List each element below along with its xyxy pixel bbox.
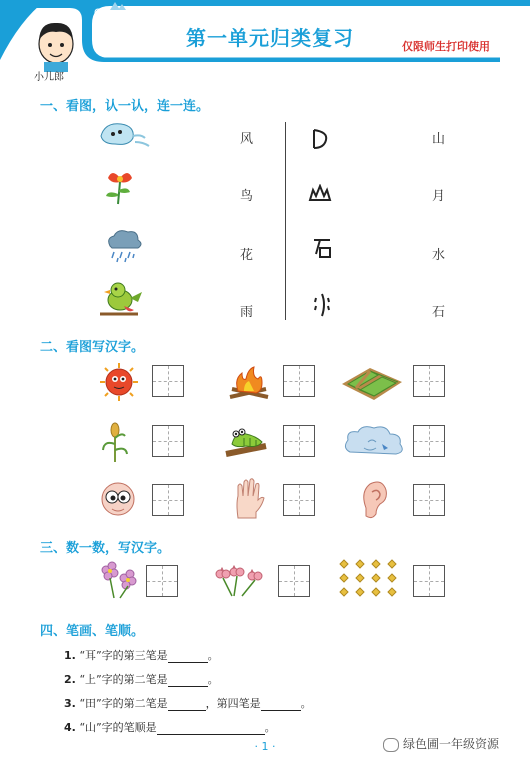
write-box-hand[interactable]	[283, 484, 315, 516]
q2-end: 。	[207, 673, 219, 686]
question-2	[64, 671, 219, 687]
question-1	[64, 647, 219, 663]
rain-picture	[104, 228, 144, 264]
hand-picture	[232, 478, 266, 520]
question-4	[64, 719, 276, 735]
field-picture	[340, 364, 404, 402]
wind-picture	[95, 116, 153, 154]
char-mountain: 山	[432, 132, 446, 147]
mascot-label: 小儿郎	[34, 72, 64, 83]
char-moon: 月	[432, 189, 446, 204]
page-title: 第一单元归类复习	[186, 26, 354, 50]
write-box-field[interactable]	[413, 365, 445, 397]
q4-end: 。	[264, 721, 276, 734]
insect-picture	[222, 420, 270, 458]
water-glyph	[312, 292, 332, 318]
char-bird: 鸟	[240, 189, 254, 204]
write-box-count-3[interactable]	[413, 565, 445, 597]
q1-blank[interactable]	[168, 651, 208, 663]
ear-picture	[358, 478, 390, 520]
q4-text: “山”字的笔顺是	[79, 721, 157, 734]
watermark	[383, 735, 499, 752]
section2-title: 二、看图写汉字。	[40, 340, 145, 355]
wechat-icon	[383, 738, 399, 752]
q3-blank-2[interactable]	[261, 699, 301, 711]
write-box-cloud[interactable]	[413, 425, 445, 457]
boy-mascot-icon	[28, 18, 84, 72]
fire-picture	[226, 365, 272, 401]
write-box-count-1[interactable]	[146, 565, 178, 597]
write-box-count-2[interactable]	[278, 565, 310, 597]
write-box-grain[interactable]	[152, 425, 184, 457]
q2-text: “上”字的第二笔是	[79, 673, 168, 686]
two-flowers-picture	[94, 560, 140, 600]
q3-mid: ，第四笔是	[205, 697, 261, 710]
section4-title: 四、笔画、笔顺。	[40, 624, 145, 639]
three-flowers-picture	[212, 562, 268, 598]
write-box-insect[interactable]	[283, 425, 315, 457]
q1-end: 。	[207, 649, 219, 662]
print-notice: 仅限师生打印使用	[402, 40, 490, 53]
q3-blank-1[interactable]	[168, 699, 206, 711]
char-rain: 雨	[240, 305, 254, 320]
bird-picture	[94, 280, 144, 322]
char-wind: 风	[240, 132, 254, 147]
q2-number: 2.	[64, 673, 76, 686]
q3-end: 。	[300, 697, 312, 710]
char-flower: 花	[240, 248, 254, 263]
eye-picture	[98, 481, 138, 517]
write-box-fire[interactable]	[283, 365, 315, 397]
q3-number: 3.	[64, 697, 76, 710]
q3-text: “田”字的第二笔是	[79, 697, 168, 710]
write-box-sun[interactable]	[152, 365, 184, 397]
char-water: 水	[432, 248, 446, 263]
write-box-eye[interactable]	[152, 484, 184, 516]
sun-picture	[96, 362, 142, 402]
section1-title: 一、看图，认一认，连一连。	[40, 99, 210, 114]
q4-number: 4.	[64, 721, 76, 734]
q2-blank[interactable]	[168, 675, 208, 687]
stone-glyph	[312, 238, 332, 260]
section3-title: 三、数一数，写汉字。	[40, 541, 171, 556]
grain-cluster-picture	[338, 558, 400, 602]
moon-glyph	[308, 128, 332, 150]
q1-number: 1.	[64, 649, 76, 662]
flower-picture	[98, 166, 142, 206]
grain-picture	[100, 422, 130, 464]
page-number: · 1 ·	[254, 740, 276, 753]
mountain-glyph	[308, 184, 332, 202]
q1-text: “耳”字的第三笔是	[79, 649, 168, 662]
q4-blank[interactable]	[157, 723, 265, 735]
center-divider	[285, 122, 286, 320]
cloud-picture	[342, 424, 406, 460]
write-box-ear[interactable]	[413, 484, 445, 516]
watermark-text: 绿色圃一年级资源	[403, 737, 500, 751]
question-3	[64, 695, 312, 711]
char-stone: 石	[432, 305, 446, 320]
